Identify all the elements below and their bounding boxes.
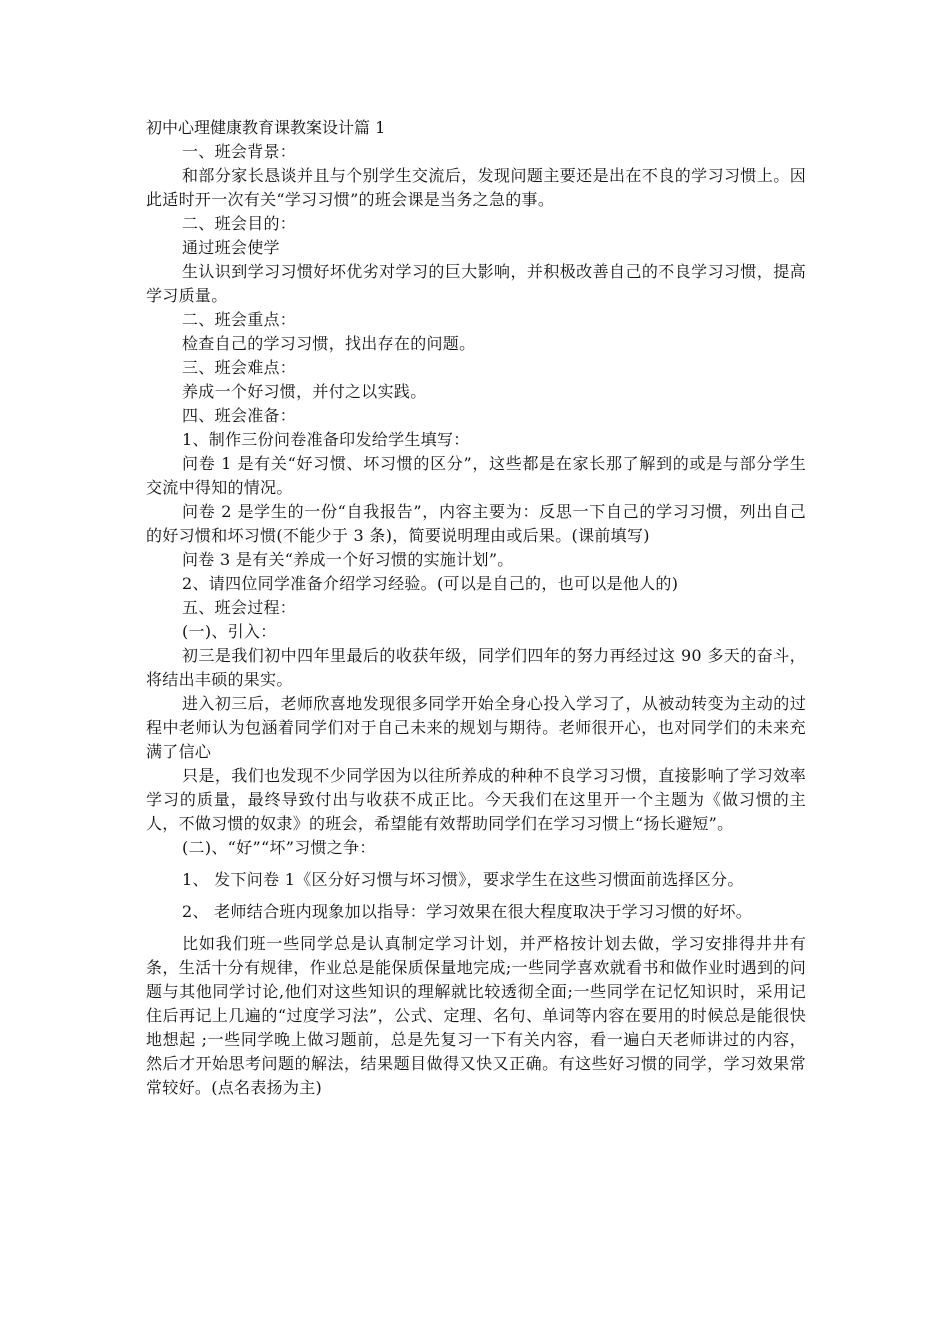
- paragraph-questionnaire-1: 问卷 1 是有关“好习惯、坏习惯的区分”，这些都是在家长那了解到的或是与部分学生交流中得知的情况。: [146, 454, 806, 497]
- section-heading-preparation: 四、班会准备：: [182, 406, 297, 425]
- paragraph-introduction-3: 只是，我们也发现不少同学因为以往所养成的种种不良学习习惯，直接影响了学习效率学习的质量，最终导致付出与收获不成正比。今天我们在这里开一个主题为《做习惯的主人，不做习惯的奴隶》的班会，希望能有效帮助同学们在学习习惯上“扬长避短”。: [146, 766, 806, 833]
- paragraph-purpose-2: 生认识到学习习惯好坏优劣对学习的巨大影响，并积极改善自己的不良学习习惯，提高学习质量。: [146, 262, 806, 305]
- paragraph-introduction-1: 初三是我们初中四年里最后的收获年级，同学们四年的努力再经过这 90 多天的奋斗，将结出丰硕的果实。: [146, 646, 806, 689]
- paragraph-key-point: 检查自己的学习习惯，找出存在的问题。: [182, 334, 476, 353]
- section-heading-purpose: 二、班会目的：: [182, 214, 297, 233]
- list-item-preparation-1: 1、制作三份问卷准备印发给学生填写：: [182, 430, 470, 449]
- paragraph-introduction-2: 进入初三后，老师欣喜地发现很多同学开始全身心投入学习了，从被动转变为主动的过程中老师认为包涵着同学们对于自己未来的规划与期待。老师很开心，也对同学们的未来充满了信心: [146, 694, 806, 761]
- list-item-habits-2: 2、 老师结合班内现象加以指导：学习效果在很大程度取决于学习习惯的好坏。: [182, 902, 753, 921]
- paragraph-difficulty: 养成一个好习惯，并付之以实践。: [182, 382, 427, 401]
- section-heading-process: 五、班会过程：: [182, 598, 297, 617]
- paragraph-background: 和部分家长恳谈并且与个别学生交流后，发现问题主要还是出在不良的学习习惯上。因此适时开一次有关“学习习惯”的班会课是当务之急的事。: [146, 166, 806, 209]
- paragraph-purpose-1: 通过班会使学: [182, 238, 280, 257]
- list-item-preparation-2: 2、请四位同学准备介绍学习经验。(可以是自己的，也可以是他人的): [182, 574, 679, 593]
- paragraph-examples: 比如我们班一些同学总是认真制定学习计划，并严格按计划去做，学习安排得井井有条，生活十分有规律，作业总是能保质保量地完成;一些同学喜欢就看书和做作业时遇到的问题与其他同学讨论,他们对这些知识的理解就比较透彻全面;一些同学在记忆知识时，采用记住后再记上几遍的“过度学习法”，公式、定理、名句、单词等内容在要用的时候总是能很快地想起 ;一些同学晚上做习题前，总是先复习一下有关内容，看一遍白天老师讲过的内容，然后才开始思考问题的解法，结果题目做得又快又正确。有这些好习惯的同学，学习效果常常较好。(点名表扬为主): [146, 934, 806, 1097]
- list-item-habits-1: 1、 发下问卷 1《区分好习惯与坏习惯》，要求学生在这些习惯面前选择区分。: [182, 870, 744, 889]
- document-title: 初中心理健康教育课教案设计篇 1: [146, 118, 386, 137]
- paragraph-questionnaire-3: 问卷 3 是有关“养成一个好习惯的实施计划”。: [182, 550, 514, 569]
- subheading-introduction: (一)、引入：: [182, 622, 277, 641]
- subheading-habits: (二)、“好”“坏”习惯之争：: [182, 838, 376, 857]
- section-heading-key-point: 二、班会重点：: [182, 310, 297, 329]
- section-heading-background: 一、班会背景：: [182, 142, 297, 161]
- document-page: [146, 116, 806, 1100]
- paragraph-questionnaire-2: 问卷 2 是学生的一份“自我报告”，内容主要为：反思一下自己的学习习惯，列出自己的好习惯和坏习惯(不能少于 3 条)，简要说明理由或后果。(课前填写): [146, 502, 806, 545]
- section-heading-difficulty: 三、班会难点：: [182, 358, 297, 377]
